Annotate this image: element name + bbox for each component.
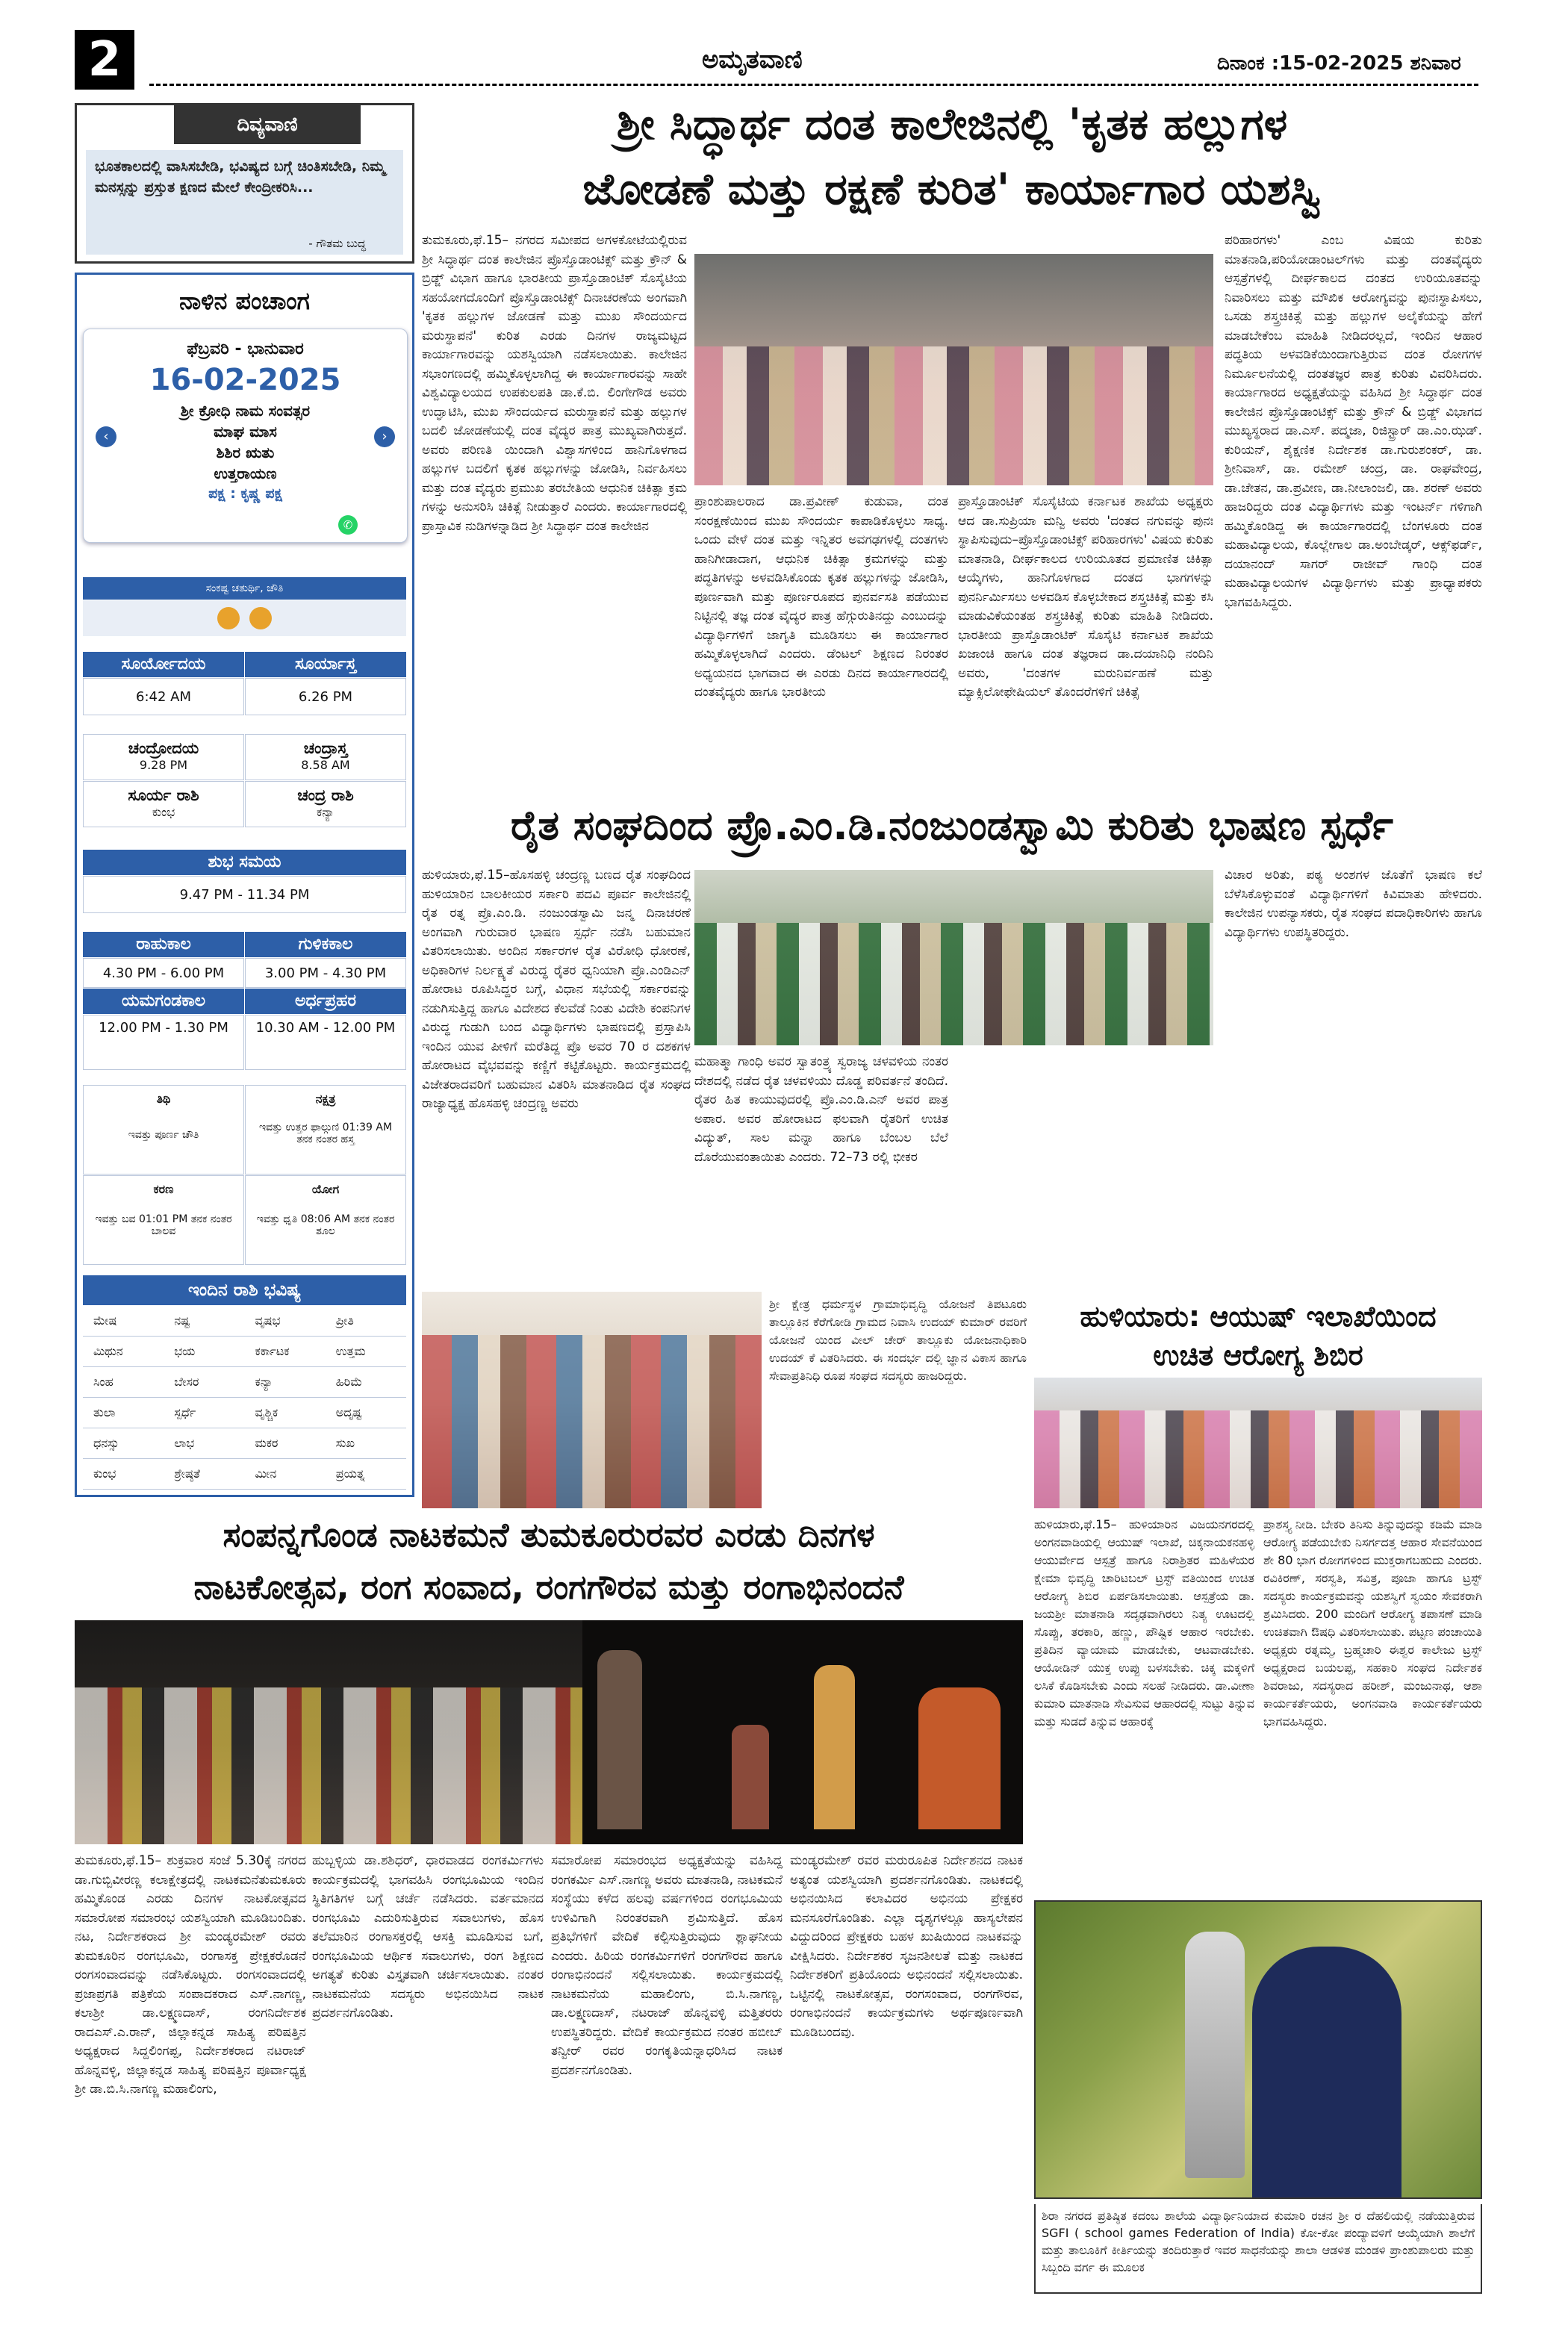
ganesha-icon — [217, 607, 240, 629]
rashi-sign: ವೃಶ್ಚಿಕ — [255, 1405, 279, 1419]
panchanga-samvatsara: ಶ್ರೀ ಕ್ರೋಧಿ ನಾಮ ಸಂವತ್ಸರ — [180, 402, 311, 420]
stage-actor — [732, 1725, 769, 1829]
ceremony-people — [75, 1687, 582, 1844]
ardha-value: 10.30 AM - 12.00 PM — [245, 1015, 406, 1070]
rashi-forecast: ಭಯ — [174, 1344, 196, 1358]
stage-actor — [597, 1650, 642, 1829]
ganesha-icon — [249, 607, 272, 629]
rashi-row — [83, 1306, 406, 1337]
rashi-sign: ಧನಸ್ಸು — [93, 1436, 119, 1450]
chandra-rashi-value: ಕನ್ಯಾ — [317, 805, 335, 819]
shubha-label: ಶುಭ ಸಮಯ — [83, 850, 406, 875]
article5-headline-2: ನಾಟಕೋತ್ಸವ, ರಂಗ ಸಂವಾದ, ರಂಗಗೌರವ ಮತ್ತು ರಂಗಾಭಿನಂದನೆ — [193, 1567, 904, 1607]
panchanga-paksha: ಪಕ್ಷ : ಕೃಷ್ಣ ಪಕ್ಷ — [208, 485, 282, 502]
article5-headline-1: ಸಂಪನ್ನಗೊಂಡ ನಾಟಕಮನೆ ತುಮಕೂರುರವರ ಎರಡು ದಿನಗಳ — [223, 1515, 875, 1555]
rashi-forecast: ಸ್ಪರ್ಧೆ — [174, 1405, 196, 1419]
moonrise-value: 9.28 PM — [139, 758, 188, 772]
student-figure — [1252, 1947, 1401, 2199]
divyavani-title: ದಿವ್ಯವಾಣಿ — [174, 105, 361, 144]
rashi-sign: ಮಿಥುನ — [93, 1344, 123, 1358]
karana-cell — [83, 1175, 244, 1265]
moonset-cell — [245, 734, 406, 780]
article4-col1: ಹುಳಿಯಾರು,ಫೆ.15– ಹುಳಿಯಾರಿನ ವಿಜಯನಗರದಲ್ಲಿ ಅಂಗನವಾಡಿಯಲ್ಲಿ ಆಯುಷ್ ಇಲಾಖೆ, ಚಿಕ್ಕನಾಯಕನಹಳ್ಳಿ ಆಯುರ್ವೇದ ಆಸ್ಪತ್ರೆ ಹಾಗೂ ನಿರಾಶ್ರಿತರ ಮಹಿಳೆಯರ ಕ್ಷೇಮಾ ಭಿವೃದ್ಧಿ ಚಾರಿಟಬಲ್ ಟ್ರಸ್ಟ್ ವತಿಯಿಂದ ಉಚಿತ ಆರೋಗ್ಯ ಶಿಬಿರ ಏರ್ಪಡಿಸಲಾಯಿತು. ಆಸ್ಪತ್ರೆಯ ಡಾ. ಜಯಶ್ರೀ ಮಾತನಾಡಿ ಸದೃಢವಾಗಿರಲು ನಿತ್ಯ ಊಟದಲ್ಲಿ ಸೊಪ್ಪು, ತರಕಾರಿ, ಹಣ್ಣು, ಪೌಷ್ಟಿಕ ಆಹಾರ ಇರಬೇಕು. ಪ್ರತಿದಿನ ವ್ಯಾಯಾಮ ಮಾಡಬೇಕು, ಆಟವಾಡಬೇಕು. ಆಯೋಡಿನ್ ಯುಕ್ತ ಉಪ್ಪು ಬಳಸಬೇಕು. ಚಿಕ್ಕ ಮಕ್ಕಳಿಗೆ ಲಸಿಕೆ ಕೊಡಿಸಬೇಕು ಎಂದು ಸಲಹೆ ನೀಡಿದರು. ಡಾ.ವೀಣಾ ಕುಮಾರಿ ಮಾತನಾಡಿ ಸೇವಿಸುವ ಆಹಾರದಲ್ಲಿ ಸುಟ್ಟು ತಿನ್ನುವ ಮತ್ತು ಸುಡದೆ ತಿನ್ನುವ ಆಹಾರಕ್ಕೆ — [1034, 1517, 1254, 1729]
moonrise-label: ಚಂದ್ರೋದಯ — [128, 739, 199, 757]
festival-row: ಸಂಕಷ್ಟ ಚತುರ್ಥಿ, ಚೌತಿ — [83, 577, 406, 600]
article5-col1: ತುಮಕೂರು,ಫೆ.15– ಶುಕ್ರವಾರ ಸಂಜೆ 5.30ಕ್ಕೆ ನಗರದ ಡಾ.ಗುಬ್ಬಿವೀರಣ್ಣ ಕಲಾಕ್ಷೇತ್ರದಲ್ಲಿ ನಾಟಕಮನೆತುಮಕೂರು ಹಮ್ಮಿಕೊಂಡ ಎರಡು ದಿನಗಳ ನಾಟಕೋತ್ಸವದ ಸಮಾರೋಪ ಸಮಾರಂಭ ಯಶಸ್ವಿಯಾಗಿ ಮೂಡಿಬಂದಿತು. ನಟ, ನಿರ್ದೇಶಕರಾದ ಶ್ರೀ ಮಂಡ್ಯರಮೇಶ್ ರವರು ತುಮಕೂರಿನ ರಂಗಭೂಮಿ, ರಂಗಾಸಕ್ತ ಪ್ರೇಕ್ಷಕರೊಡನೆ ರಂಗಸಂವಾದವನ್ನು ನಡೆಸಿಕೊಟ್ಟರು. ರಂಗಸಂವಾದದಲ್ಲಿ ಪ್ರಜಾಪ್ರಗತಿ ಪತ್ರಿಕೆಯ ಸಂಪಾದಕರಾದ ಎಸ್.ನಾಗಣ್ಣ, ಕಲಾಶ್ರೀ ಡಾ.ಲಕ್ಷ್ಮಣದಾಸ್, ರಂಗನಿರ್ದೇಶಕ ರಾದಎಸ್.ಎ.ರಾನ್, ಜಿಲ್ಲಾಕನ್ನಡ ಸಾಹಿತ್ಯ ಪರಿಷತ್ತಿನ ಅಧ್ಯಕ್ಷರಾದ ಸಿದ್ದಲಿಂಗಪ್ಪ, ನಿರ್ದೇಶಕರಾದ ನಟರಾಜ್ ಹೊನ್ನವಳ್ಳಿ, ಜಿಲ್ಲಾಕನ್ನಡ ಸಾಹಿತ್ಯ ಪರಿಷತ್ತಿನ ಪೂರ್ವಾಧ್ಯಕ್ಷ ಶ್ರೀ ಡಾ.ಬಿ.ಸಿ.ನಾಗಣ್ಣ ಮಹಾಲಿಂಗು, — [75, 1853, 306, 2097]
yama-label: ಯಮಗಂಡಕಾಲ — [83, 989, 244, 1014]
whatsapp-icon[interactable]: ✆ — [338, 515, 358, 535]
shubha-value: 9.47 PM - 11.34 PM — [83, 876, 406, 913]
rashi-forecast: ಶ್ರೇಷ್ಠತೆ — [174, 1466, 200, 1481]
moonset-label: ಚಂದ್ರಾಸ್ತ — [303, 739, 348, 757]
tithi-label: ತಿಥಿ — [156, 1092, 171, 1106]
divyavani-quote-panel — [86, 150, 403, 255]
divyavani-box — [75, 103, 414, 264]
surya-rashi-cell — [83, 781, 244, 827]
tithi-cell — [83, 1085, 244, 1175]
article3-caption: ಶ್ರೀ ಕ್ಷೇತ್ರ ಧರ್ಮಸ್ಥಳ ಗ್ರಾಮಾಭಿವೃದ್ಧಿ ಯೋಜನೆ ತಿಪಟೂರು ತಾಲ್ಲೂಕಿನ ಕೆರೆಗೋಡಿ ಗ್ರಾಮದ ನಿವಾಸಿ ಉದಯ್ ಕುಮಾರ್ ರವರಿಗೆ ಯೋಜನೆ ಯಿಂದ ವೀಲ್ ಚೇರ್ ತಾಲ್ಲೂಕು ಯೋಜನಾಧಿಕಾರಿ ಉದಯ್ ಕೆ ವಿತರಿಸಿದರು. ಈ ಸಂದರ್ಭ ದಲ್ಲಿ ಜ್ಞಾನ ವಿಕಾಸ ಹಾಗೂ ಸೇವಾಪ್ರತಿನಿಧಿ ರೂಪ ಸಂಘದ ಸದಸ್ಯರು ಹಾಜರಿದ್ದರು. — [769, 1297, 1027, 1383]
nakshatra-label: ನಕ್ಷತ್ರ — [315, 1092, 336, 1106]
article1-col1: ತುಮಕೂರು,ಫೆ.15– ನಗರದ ಸಮೀಪದ ಅಗಳಕೋಟೆಯಲ್ಲಿರುವ ಶ್ರೀ ಸಿದ್ಧಾರ್ಥ ದಂತ ಕಾಲೇಜಿನ ಪ್ರೊಸ್ತೊಡಾಂಟಿಕ್ಸ್ ಮತ್ತು ಕ್ರೌನ್ & ಬ್ರಿಡ್ಜ್ ವಿಭಾಗ ಹಾಗೂ ಭಾರತೀಯ ಪ್ರಾಸ್ತೊಡಾಂಟಿಕ್ ಸೊಸೈಟಿಯ ಸಹಯೋಗದೊಂದಿಗೆ ಪ್ರೊಸ್ತೊಡಾಂಟಿಕ್ಸ್ ದಿನಾಚರಣೆಯ ಅಂಗವಾಗಿ 'ಕೃತಕ ಹಲ್ಲುಗಳ ಜೋಡಣೆ ಮತ್ತು ಮುಖ ಸೌಂದರ್ಯದ ಮರುಸ್ಥಾಪನೆ' ಕುರಿತ ಎರಡು ದಿನಗಳ ರಾಜ್ಯಮಟ್ಟದ ಕಾರ್ಯಾಗಾರವನ್ನು ಯಶಸ್ವಿಯಾಗಿ ನಡೆಸಲಾಯಿತು. ಕಾಲೇಜಿನ ಸಭಾಂಗಣದಲ್ಲಿ ಹಮ್ಮಿಕೊಳ್ಳಲಾಗಿದ್ದ ಈ ಕಾರ್ಯಾಗಾರವನ್ನು ಸಾಹೇ ವಿಶ್ವವಿದ್ಯಾಲಯದ ಉಪಕುಲಪತಿ ಡಾ.ಕೆ.ಬಿ. ಲಿಂಗೇಗೌಡ ಅವರು ಉದ್ಘಾಟಿಸಿ, ಮುಖ ಸೌಂದರ್ಯದ ಮರುಸ್ಥಾಪನೆ ಮತ್ತು ಹಲ್ಲುಗಳ ಬದಲಿ ಜೋಡಣೆಯಲ್ಲಿ ದಂತ ವೈದ್ಯರ ಪಾತ್ರ ಮುಖ್ಯವಾಗಿರುತ್ತದೆ. ಅವರು ಪರಿಣತಿ ಯಿಂದಾಗಿ ವಿಶ್ವಾಸಗಳಿಂದ ಹಾನಿಗೊಳಗಾದ ಹಲ್ಲುಗಳ ಬದಲಿಗೆ ಕೃತಕ ಹಲ್ಲುಗಳನ್ನು ಜೋಡಿಸಿ, ನಿರ್ವಹಿಸಲು ಮತ್ತು ದಂತ ವೈದ್ಯರು ಪ್ರಮುಖ ತರಬೇತಿಯ ಆಧುನಿಕ ಚಿಕಿತ್ಸಾ ಕ್ರಮ ಗಳನ್ನು ಅನುಸರಿಸಿ ಚಿಕಿತ್ಸೆ ನೀಡುತ್ತಾರೆ ಎಂದರು. ಕಾರ್ಯಾಗಾರದಲ್ಲಿ ಪ್ರಾಸ್ತಾವಿಕ ನುಡಿಗಳನ್ನಾಡಿದ ಶ್ರೀ ಸಿದ್ಧಾರ್ಥ ದಂತ ಕಾಲೇಜಿನ — [422, 233, 687, 534]
article2-col2: ಮಹಾತ್ಮಾ ಗಾಂಧಿ ಅವರ ಸ್ವಾತಂತ್ರ್ಯ ಸ್ವರಾಜ್ಯ ಚಳವಳಿಯ ನಂತರ ದೇಶದಲ್ಲಿ ನಡೆದ ರೈತ ಚಳವಳಿಯು ದೊಡ್ಡ ಪರಿವರ್ತನೆ ತಂದಿದೆ. ರೈತರ ಹಿತ ಕಾಯುವುದರಲ್ಲಿ ಪ್ರೊ.ಎಂ.ಡಿ.ಎನ್ ಅವರ ಪಾತ್ರ ಅಪಾರ. ಅವರ ಹೋರಾಟದ ಫಲವಾಗಿ ರೈತರಿಗೆ ಉಚಿತ ವಿದ್ಯುತ್, ಸಾಲ ಮನ್ನಾ ಹಾಗೂ ಬೆಂಬಲ ಬೆಲೆ ದೊರೆಯುವಂತಾಯಿತು ಎಂದರು. 72–73 ರಲ್ಲಿ ಭೀಕರ — [694, 1054, 948, 1165]
wheelchair-photo-people — [422, 1335, 762, 1508]
article3-photo — [422, 1292, 762, 1508]
rashi-sign: ತುಲಾ — [93, 1405, 116, 1419]
gulika-value: 3.00 PM - 4.30 PM — [245, 958, 406, 988]
panchanga-masa: ಮಾಘ ಮಾಸ — [214, 423, 277, 441]
yoga-value: ಇವತ್ತು ಧೃತಿ 08:06 AM ತನಕ ನಂತರ ಶೂಲ — [256, 1213, 395, 1237]
panchanga-title: ನಾಳಿನ ಪಂಚಾಂಗ — [179, 287, 310, 315]
rashi-row — [83, 1398, 406, 1428]
panchanga-box — [75, 273, 414, 1497]
nakshatra-cell — [245, 1085, 406, 1175]
moonset-value: 8.58 AM — [301, 758, 350, 772]
sunset-value: 6.26 PM — [245, 678, 406, 715]
article4-headline-2: ಉಚಿತ ಆರೋಗ್ಯ ಶಿಬಿರ — [1153, 1339, 1363, 1372]
rashi-sign: ಕರ್ಕಾಟಕ — [255, 1344, 290, 1358]
rashi-forecast: ಹಿರಿಮೆ — [335, 1375, 363, 1389]
stage-actor — [918, 1687, 1001, 1829]
article2-photo — [694, 870, 1213, 1045]
article6-caption: ಶಿರಾ ನಗರದ ಪ್ರತಿಷ್ಠಿತ ಕದಂಬ ಶಾಲೆಯ ವಿದ್ಯಾರ್ಥಿನಿಯಾದ ಕುಮಾರಿ ರಚನ ಶ್ರೀ ರ ದೆಹಲಿಯಲ್ಲಿ ನಡೆಯುತ್ತಿರುವ SGFI ( school games Federation of India) ಕೋ-ಕೋ ಪಂದ್ಯಾವಳಿಗೆ ಆಯ್ಕೆಯಾಗಿ ಶಾಲೆಗೆ ಮತ್ತು ತಾಲೂಕಿಗೆ ಕೀರ್ತಿಯನ್ನು ತಂದಿರುತ್ತಾರೆ ಇವರ ಸಾಧನೆಯನ್ನು ಶಾಲಾ ಆಡಳಿತ ಮಂಡಳಿ ಪ್ರಾಂಶುಪಾಲರು ಮತ್ತು ಸಿಬ್ಬಂದಿ ವರ್ಗ ಈ ಮೂಲಕ — [1034, 2204, 1482, 2294]
sunset-label: ಸೂರ್ಯಾಸ್ತ — [245, 652, 406, 677]
article1-col3: ಪ್ರಾಸ್ತೊಡಾಂಟಿಕ್ ಸೊಸೈಟಿಯ ಕರ್ನಾಟಕ ಶಾಖೆಯ ಅಧ್ಯಕ್ಷರು ಆದ ಡಾ.ಸುಪ್ರಿಯಾ ಮನ್ವಿ ಅವರು 'ದಂತದ ನಗುವನ್ನು ಪುನಃ ಸ್ಥಾಪಿಸುವುದು–ಪ್ರೊಸ್ತೊಡಾಂಟಿಕ್ಸ್ ಪರಿಹಾರಗಳು' ವಿಷಯ ಕುರಿತು ಮಾತನಾಡಿ, ದೀರ್ಘಕಾಲದ ಉರಿಯೂತದ ಪ್ರಮಾಣಿತ ಚಿಕಿತ್ಸಾ ಆಯ್ಕೆಗಳು, ಹಾನಿಗೊಳಗಾದ ದಂತದ ಭಾಗಗಳನ್ನು ಪುನರ್ನಿರ್ಮಿಸಲು ಅಳವಡಿಸ ಕೊಳ್ಳಬೇಕಾದ ಶಸ್ತ್ರಚಿಕಿತ್ಸೆ ಮತ್ತು ಕಸಿ ಮಾಡುವಿಕೆಯಂತಹ ಶಸ್ತ್ರಚಿಕಿತ್ಸೆ ಕುರಿತು ಮಾಹಿತಿ ನೀಡಿದರು. ಭಾರತೀಯ ಪ್ರಾಸ್ತೊಡಾಂಟಿಕ್ ಸೊಸೈಟಿ ಕರ್ನಾಟಕ ಶಾಖೆಯ ಖಜಾಂಚಿ ಹಾಗೂ ದಂತ ತಜ್ಞರಾದ ಡಾ.ದಯಾನಿಧಿ ನಂದಿನಿ ಅವರು, 'ದಂತಗಳ ಮರುನಿರ್ವಹಣೆ ಮತ್ತು ಮ್ಯಾಕ್ಸಿಲೋಫೇಷಿಯಲ್ ತೊಂದರೆಗಳಿಗೆ ಚಿಕಿತ್ಸೆ — [958, 494, 1213, 700]
trophy-icon — [1185, 1932, 1245, 2178]
issue-date: ದಿನಾಂಕ :15-02-2025 ಶನಿವಾರ — [1217, 52, 1461, 75]
panchanga-day-line: ಫೆಬ್ರವರಿ - ಭಾನುವಾರ — [187, 340, 304, 358]
sunrise-value: 6:42 AM — [83, 678, 244, 715]
article6-photo — [1034, 1900, 1482, 2199]
sunrise-label: ಸೂರ್ಯೋದಯ — [83, 652, 244, 677]
article4-col2: ಪ್ರಾಶಸ್ತ್ಯ ನೀಡಿ. ಬೇಕರಿ ತಿನಿಸು ತಿನ್ನುವುದನ್ನು ಕಡಿಮೆ ಮಾಡಿ ಆರೋಗ್ಯ ಪಡೆಯಬೇಕು ನಿಸರ್ಗದತ್ತ ಆಹಾರ ಸೇವನೆಯಿಂದ ಶೇ 80 ಭಾಗ ರೋಗಗಳಿಂದ ಮುಕ್ತರಾಗಬಹುದು ಎಂದರು. ರವಿಕಿರಣ್, ಸರಸ್ವತಿ, ಸವಿತ್ರ, ಪೂಜಾ ಹಾಗೂ ಟ್ರಸ್ಟ್ ಸದಸ್ಯರು ಕಾರ್ಯಕ್ರಮವನ್ನು ಯಶಸ್ವಿಗೆ ಸ್ವಯಂ ಸೇವಕರಾಗಿ ಶ್ರಮಿಸಿದರು. 200 ಮಂದಿಗೆ ಆರೋಗ್ಯ ತಪಾಸಣೆ ಮಾಡಿ ಉಚಿತವಾಗಿ ಔಷಧಿ ವಿತರಿಸಲಾಯಿತು. ಪಟ್ಟಣ ಪಂಚಾಯಿತಿ ಅಧ್ಯಕ್ಷರು ರತ್ನಮ್ಮ, ಬ್ರಹ್ಮಚಾರಿ ಈಶ್ವರ ಕಾಲೇಜು ಟ್ರಸ್ಟ್ ಅಧ್ಯಕ್ಷರಾದ ಬಯಲಪ್ಪ, ಸಹಕಾರಿ ಸಂಘದ ನಿರ್ದೇಶಕ ಶಿವರಾಜು, ಸದಸ್ಯರಾದ ಹರೀಶ್, ಮಂಜುನಾಥ, ಆಶಾ ಕಾರ್ಯಕರ್ತೆಯರು, ಅಂಗನವಾಡಿ ಕಾರ್ಯಕರ್ತೆಯರು ಭಾಗವಹಿಸಿದ್ದರು. — [1263, 1517, 1482, 1729]
paper-name: ಅಮೃತವಾಣಿ — [702, 45, 803, 75]
panchanga-rutu: ಶಿಶಿರ ಋತು — [216, 444, 275, 461]
rashi-forecast: ಸುಖ — [335, 1436, 355, 1450]
rashi-sign: ಕನ್ಯಾ — [255, 1375, 273, 1389]
rashi-sign: ಕುಂಭ — [93, 1466, 116, 1481]
ardha-label: ಅರ್ಧಪ್ರಹರ — [245, 989, 406, 1014]
rashi-sign: ಮಕರ — [255, 1436, 279, 1450]
panchanga-card — [83, 329, 408, 543]
yama-value: 12.00 PM - 1.30 PM — [83, 1015, 244, 1070]
rashi-row — [83, 1459, 406, 1490]
rashi-sign: ವೃಷಭ — [255, 1313, 281, 1328]
panchanga-date: 16-02-2025 — [149, 363, 341, 397]
article5-col4: ಮಂಡ್ಯರಮೇಶ್ ರವರ ಮರುರೂಪಿತ ನಿರ್ದೇಶನದ ನಾಟಕ ಅತ್ಯಂತ ಯಶಸ್ವಿಯಾಗಿ ಪ್ರದರ್ಶನಗೊಂಡಿತು. ನಾಟಕದಲ್ಲಿ ಅಭಿನಯಿಸಿದ ಕಲಾವಿದರ ಅಭಿನಯ ಪ್ರೇಕ್ಷಕರ ಮನಸೂರೆಗೊಂಡಿತು. ಎಲ್ಲಾ ದೃಶ್ಯಗಳಲ್ಲೂ ಹಾಸ್ಯಲೇಪನ ವಿದ್ದುದರಿಂದ ಪ್ರೇಕ್ಷಕರು ಬಹಳ ಖುಷಿಯಿಂದ ನಾಟಕವನ್ನು ವೀಕ್ಷಿಸಿದರು. ನಿರ್ದೇಶಕರ ಸೃಜನಶೀಲತೆ ಮತ್ತು ನಾಟಕದ ನಿರ್ದೇಶಕರಿಗೆ ಪ್ರತಿಯೊಂದು ಅಭಿನಂದನೆ ಸಲ್ಲಿಸಲಾಯಿತು. ಒಟ್ಟಿನಲ್ಲಿ ನಾಟಕೋತ್ಸವ, ರಂಗಸಂವಾದ, ರಂಗಗೌರವ, ರಂಗಾಭಿನಂದನೆ ಕಾರ್ಯಕ್ರಮಗಳು ಅರ್ಥಪೂರ್ಣವಾಗಿ ಮೂಡಿಬಂದವು. — [790, 1853, 1023, 2040]
moonrise-cell — [83, 734, 244, 780]
rashi-forecast: ಉತ್ತಮ — [335, 1344, 366, 1358]
health-camp-people — [1034, 1410, 1482, 1508]
article5-col3: ಸಮಾರೋಪ ಸಮಾರಂಭದ ಅಧ್ಯಕ್ಷತೆಯನ್ನು ವಹಿಸಿದ್ದ ರಂಗಕರ್ಮಿ ಎಸ್.ನಾಗಣ್ಣ ಅವರು ಮಾತನಾಡಿ, ನಾಟಕಮನೆ ಸಂಸ್ಥೆಯು ಕಳೆದ ಹಲವು ವರ್ಷಗಳಿಂದ ರಂಗಭೂಮಿಯ ಉಳಿವಿಗಾಗಿ ನಿರಂತರವಾಗಿ ಶ್ರಮಿಸುತ್ತಿದೆ. ಹೊಸ ಪ್ರತಿಭೆಗಳಿಗೆ ವೇದಿಕೆ ಕಲ್ಪಿಸುತ್ತಿರುವುದು ಶ್ಲಾಘನೀಯ ಎಂದರು. ಹಿರಿಯ ರಂಗಕರ್ಮಿಗಳಿಗೆ ರಂಗಗೌರವ ಹಾಗೂ ರಂಗಾಭಿನಂದನೆ ಸಲ್ಲಿಸಲಾಯಿತು. ಕಾರ್ಯಕ್ರಮದಲ್ಲಿ ನಾಟಕಮನೆಯ ಮಹಾಲಿಂಗು, ಬಿ.ಸಿ.ನಾಗಣ್ಣ, ಡಾ.ಲಕ್ಷ್ಮಣದಾಸ್, ನಟರಾಜ್ ಹೊನ್ನವಳ್ಳಿ ಮತ್ತಿತರರು ಉಪಸ್ಥಿತರಿದ್ದರು. ವೇದಿಕೆ ಕಾರ್ಯಕ್ರಮದ ನಂತರ ಹಬೀಬ್ ತನ್ವೀರ್ ರವರ ರಂಗಕೃತಿಯನ್ನಾಧರಿಸಿದ ನಾಟಕ ಪ್ರದರ್ಶನಗೊಂಡಿತು. — [551, 1853, 783, 2078]
karana-value: ಇವತ್ತು ಬವ 01:01 PM ತನಕ ನಂತರ ಬಾಲವ — [95, 1213, 232, 1237]
article4-headline-1: ಹುಳಿಯಾರು: ಆಯುಷ್ ಇಲಾಖೆಯಿಂದ — [1080, 1300, 1437, 1333]
article1-headline-1: ಶ್ರೀ ಸಿದ್ಧಾರ್ಥ ದಂತ ಕಾಲೇಜಿನಲ್ಲಿ 'ಕೃತಕ ಹಲ್ಲುಗಳ — [616, 99, 1288, 149]
rashi-sign: ಸಿಂಹ — [93, 1375, 113, 1389]
deity-image — [83, 600, 406, 636]
header-rule — [149, 84, 1478, 86]
article1-photo — [694, 254, 1213, 485]
rashi-forecast: ಬೇಸರ — [174, 1375, 199, 1389]
article1-col2: ಪ್ರಾಂಶುಪಾಲರಾದ ಡಾ.ಪ್ರವೀಣ್ ಕುಡುವಾ, ದಂತ ಸಂರಕ್ಷಣೆಯಿಂದ ಮುಖ ಸೌಂದರ್ಯ ಕಾಪಾಡಿಕೊಳ್ಳಲು ಸಾಧ್ಯ. ಒಂದು ವೇಳೆ ದಂತ ಮತ್ತು ಇನ್ನಿತರ ಅವಗಢಗಳಲ್ಲಿ ದಂತಗಳು ಹಾನಿಗೀಡಾದಾಗ, ಆಧುನಿಕ ಚಿಕಿತ್ಸಾ ಕ್ರಮಗಳನ್ನು ಮತ್ತು ಪದ್ಧತಿಗಳನ್ನು ಅಳವಡಿಸಿಕೊಂಡು ಕೃತಕ ಹಲ್ಲುಗಳನ್ನು ಜೋಡಿಸಿ, ಪೂರ್ಣವಾಗಿ ಮತ್ತು ಪೂರ್ಣರೂಪದ ಪುನರ್ವಸತಿ ಪಡೆಯುವ ನಿಟ್ಟಿನಲ್ಲಿ ತಜ್ಞ ದಂತ ವೈದ್ಯರ ಪಾತ್ರ ಹೆಗ್ಗುರುತಿನದ್ದು ಎಂಬುದನ್ನು ವಿದ್ಯಾರ್ಥಿಗಳಿಗೆ ಜಾಗೃತಿ ಮೂಡಿಸಲು ಈ ಕಾರ್ಯಾಗಾರ ಹಮ್ಮಿಕೊಳ್ಳಲಾಗಿದೆ ಎಂದರು. ಡೆಂಟಲ್ ಶಿಕ್ಷಣದ ನಿರಂತರ ಅಧ್ಯಯನದ ಭಾಗವಾದ ಈ ಎರಡು ದಿನದ ಕಾರ್ಯಾಗಾರದಲ್ಲಿ ದಂತವೈದ್ಯರು ಹಾಗೂ ಭಾರತೀಯ — [694, 494, 948, 700]
prev-date-button[interactable]: ‹ — [96, 426, 116, 447]
article4-photo — [1034, 1378, 1482, 1508]
article1-col4: ಪರಿಹಾರಗಳು' ಎಂಬ ವಿಷಯ ಕುರಿತು ಮಾತನಾಡಿ,ಪರಿಯೋಡಾಂಟಲ್‌ಗಳು ಮತ್ತು ದಂತವೈದ್ಯರು ಆಸ್ಪತ್ರೆಗಳಲ್ಲಿ ದೀರ್ಘಕಾಲದ ದಂತದ ಉರಿಯೂತವನ್ನು ನಿವಾರಿಸಲು ಮತ್ತು ಮೌಖಿಕ ಆರೋಗ್ಯವನ್ನು ಪುನಃಸ್ಥಾಪಿಸಲು, ಒಸಡು ಶಸ್ತ್ರಚಿಕಿತ್ಸೆ ಮತ್ತು ಹಲ್ಲುಗಳ ಅಲೈಕೆಯನ್ನು ಹೇಗೆ ಮಾಡಬೇಕೆಂಬ ಮಾಹಿತಿ ನೀಡಿದರಲ್ಲದೆ, ಇಂದಿನ ಆಹಾರ ಪದ್ಧತಿಯ ಅಳವಡಿಕೆಯಿಂದಾಗುತ್ತಿರುವ ದಂತ ರೋಗಗಳ ನಿರ್ಮೂಲನೆಯಲ್ಲಿ ದಂತತಜ್ಞರ ಪಾತ್ರ ಕುರಿತು ವಿವರಿಸಿದರು. ಕಾರ್ಯಾಗಾರದ ಅಧ್ಯಕ್ಷತೆಯನ್ನು ವಹಿಸಿದ ಶ್ರೀ ಸಿದ್ಧಾರ್ಥ ದಂತ ಕಾಲೇಜಿನ ಪ್ರೊಸ್ತೊಡಾಂಟಿಕ್ಸ್ ಮತ್ತು ಕ್ರೌನ್ & ಬ್ರಿಡ್ಜ್ ವಿಭಾಗದ ಮುಖ್ಯಸ್ಥರಾದ ಡಾ.ಎಸ್. ಪದ್ಮಜಾ, ರಿಜಿಸ್ಟ್ರಾರ್ ಡಾ.ಎಂ.ಝಡ್. ಕುರಿಯನ್, ಶೈಕ್ಷಣಿಕ ನಿರ್ದೇಶಕ ಡಾ.ಗುರುಶಂಕರ್, ಡಾ. ಶ್ರೀನಿವಾಸ್, ಡಾ. ರಮೇಶ್ ಚಂದ್ರ, ಡಾ. ರಾಘವೇಂದ್ರ, ಡಾ.ಚೇತನ, ಡಾ.ಪ್ರವೀಣ, ಡಾ.ನೀಲಾಂಜಲಿ, ಡಾ. ಶರಣ್ ಅವರು ಹಾಜರಿದ್ದರು ದಂತ ವಿದ್ಯಾರ್ಥಿಗಳು ಮತ್ತು ಇಂಟರ್ನ್ ಗಳಿಗಾಗಿ ಹಮ್ಮಿಕೊಂಡಿದ್ದ ಈ ಕಾರ್ಯಾಗಾರದಲ್ಲಿ ಬೆಂಗಳೂರು ದಂತ ಮಹಾವಿದ್ಯಾಲಯ, ಕೊಲ್ಲೇಗಾಲ ಡಾ.ಅಂಬೇಡ್ಕರ್, ಆಕ್ಸ್‌ಫರ್ಡ್, ದಯಾನಂದ್ ಸಾಗರ್ ರಾಜೀವ್ ಗಾಂಧಿ ದಂತ ಮಹಾವಿದ್ಯಾಲಯಗಳ ವಿದ್ಯಾರ್ಥಿಗಳು ಮತ್ತು ಪ್ರಾಧ್ಯಾಪಕರು ಭಾಗವಹಿಸಿದ್ದರು. — [1225, 233, 1482, 610]
rashi-sign: ಮೇಷ — [93, 1313, 117, 1328]
divyavani-author: - ಗೌತಮ ಬುದ್ಧ — [308, 237, 366, 250]
rahu-value: 4.30 PM - 6.00 PM — [83, 958, 244, 988]
article2-col3: ವಿಚಾರ ಅರಿತು, ಪಠ್ಯ ಅಂಶಗಳ ಜೊತೆಗೆ ಭಾಷಣ ಕಲೆ ಬೆಳೆಸಿಕೊಳ್ಳುವಂತೆ ವಿದ್ಯಾರ್ಥಿಗಳಿಗೆ ಕಿವಿಮಾತು ಹೇಳಿದರು. ಕಾಲೇಜಿನ ಉಪನ್ಯಾಸಕರು, ರೈತ ಸಂಘದ ಪದಾಧಿಕಾರಿಗಳು ಹಾಗೂ ವಿದ್ಯಾರ್ಥಿಗಳು ಉಪಸ್ಥಿತರಿದ್ದರು. — [1225, 868, 1482, 940]
rashi-row — [83, 1428, 406, 1459]
article2-col1: ಹುಳಿಯಾರು,ಫೆ.15–ಹೊಸಹಳ್ಳಿ ಚಂದ್ರಣ್ಣ ಬಣದ ರೈತ ಸಂಘದಿಂದ ಹುಳಿಯಾರಿನ ಬಾಲಕೀಯರ ಸರ್ಕಾರಿ ಪದವಿ ಪೂರ್ವ ಕಾಲೇಜಿನಲ್ಲಿ ರೈತ ರತ್ನ ಪ್ರೊ.ಎಂ.ಡಿ. ನಂಜುಂಡಸ್ವಾಮಿ ಜನ್ಮ ದಿನಾಚರಣೆ ಅಂಗವಾಗಿ ಗುರುವಾರ ಭಾಷಣ ಸ್ಪರ್ಧೆ ನಡೆಸಿ ಬಹುಮಾನ ವಿತರಿಸಲಾಯಿತು. ಅಂದಿನ ಸರ್ಕಾರಗಳ ರೈತ ವಿರೋಧಿ ಧೋರಣೆ, ಅಧಿಕಾರಿಗಳ ನಿರ್ಲಕ್ಷ್ಯತೆ ವಿರುದ್ಧ ರೈತರ ಧ್ವನಿಯಾಗಿ ಪ್ರೊ.ಎಂಡಿಎನ್ ಹೋರಾಟ ರೂಪಿಸಿದ್ದರ ಬಗ್ಗೆ, ವಿಧಾನ ಸಭೆಯಲ್ಲಿ ಸರ್ಕಾರವನ್ನು ನಡುಗಿಸುತ್ತಿದ್ದ ಹಾಗೂ ವಿದೇಶದ ಕೆಲವೆಡೆ ನಿಂತು ವಿದೇಶಿ ಕಂಪನಿಗಳ ವಿರುದ್ಧ ಗುಡುಗಿ ಬಂದ ವಿದ್ಯಾರ್ಥಿಗಳು ಭಾಷಣದಲ್ಲಿ ಪ್ರಸ್ತಾಪಿಸಿ ಇಂದಿನ ಯುವ ಪೀಳಿಗೆ ಮರೆತಿದ್ದ ಪ್ರೊ ಅವರ 70 ರ ದಶಕಗಳ ಹೋರಾಟದ ವೈಭವವನ್ನು ಕಣ್ಣಿಗೆ ಕಟ್ಟಿಕೊಟ್ಟರು. ಕಾರ್ಯಕ್ರಮದಲ್ಲಿ ವಿಜೇತರಾದವರಿಗೆ ಬಹುಮಾನ ವಿತರಿಸಿ ಮಾತನಾಡಿದ ರೈತ ಸಂಘದ ರಾಜ್ಯಾಧ್ಯಕ್ಷ ಹೊಸಹಳ್ಳಿ ಚಂದ್ರಣ್ಣ ಅವರು — [422, 868, 691, 1111]
yoga-label: ಯೋಗ — [311, 1182, 340, 1196]
chandra-rashi-label: ಚಂದ್ರ ರಾಶಿ — [297, 786, 354, 804]
rashi-row — [83, 1367, 406, 1398]
rashi-forecast: ನಷ್ಟ — [174, 1313, 190, 1328]
students-photo — [694, 923, 1213, 1046]
surya-rashi-value: ಕುಂಭ — [152, 805, 175, 819]
divyavani-quote: ಭೂತಕಾಲದಲ್ಲಿ ವಾಸಿಸಬೇಡಿ, ಭವಿಷ್ಯದ ಬಗ್ಗೆ ಚಿಂತಿಸಬೇಡಿ, ನಿಮ್ಮ ಮನಸ್ಸನ್ನು ಪ್ರಸ್ತುತ ಕ್ಷಣದ ಮೇಲೆ ಕೇಂದ್ರೀಕರಿಸಿ... — [95, 158, 385, 196]
article2-headline: ರೈತ ಸಂಘದಿಂದ ಪ್ರೊ.ಎಂ.ಡಿ.ನಂಜುಂಡಸ್ವಾಮಿ ಕುರಿತು ಭಾಷಣ ಸ್ಪರ್ಧೆ — [511, 802, 1393, 849]
nakshatra-value: ಇವತ್ತು ಉತ್ತರ ಫಾಲ್ಗುಣಿ 01:39 AM ತನಕ ನಂತರ ಹಸ್ತ — [258, 1121, 393, 1145]
yoga-cell — [245, 1175, 406, 1265]
rashi-forecast: ಪ್ರಯತ್ನ — [335, 1466, 365, 1481]
rashi-forecast: ಪ್ರೀತಿ — [335, 1313, 354, 1328]
rashi-forecast: ಲಾಭ — [174, 1436, 195, 1450]
karana-label: ಕರಣ — [153, 1182, 174, 1196]
next-date-button[interactable]: › — [374, 426, 395, 447]
gulika-label: ಗುಳಿಕಕಾಲ — [245, 932, 406, 957]
rashi-sign: ಮೀನ — [255, 1466, 277, 1481]
surya-rashi-label: ಸೂರ್ಯ ರಾಶಿ — [128, 786, 199, 804]
page-number: 2 — [75, 30, 134, 90]
tithi-value: ಇವತ್ತು ಪೂರ್ಣ ಚೌತಿ — [128, 1129, 199, 1141]
article5-photo-ceremony — [75, 1620, 582, 1844]
stage-actor — [814, 1665, 855, 1829]
rashi-title: ಇಂದಿನ ರಾಶಿ ಭವಿಷ್ಯ — [83, 1275, 406, 1305]
rahu-label: ರಾಹುಕಾಲ — [83, 932, 244, 957]
rashi-row — [83, 1337, 406, 1367]
article5-photo-stage — [582, 1620, 1023, 1844]
chandra-rashi-cell — [245, 781, 406, 827]
rashi-table — [83, 1306, 406, 1490]
panchanga-ayana: ಉತ್ತರಾಯಣ — [214, 464, 277, 482]
rashi-forecast: ಅದೃಷ್ಟ — [335, 1405, 362, 1419]
article1-headline-2: ಜೋಡಣೆ ಮತ್ತು ರಕ್ಷಣೆ ಕುರಿತ' ಕಾರ್ಯಾಗಾರ ಯಶಸ್ವಿ — [582, 164, 1322, 214]
group-photo-people — [694, 346, 1213, 485]
article5-col2: ಹುಬ್ಬಳ್ಳಿಯ ಡಾ.ಶಶಿಧರ್, ಧಾರವಾಡದ ರಂಗಕರ್ಮಿಗಳು ಕಾರ್ಯಕ್ರಮದಲ್ಲಿ ಭಾಗವಹಿಸಿ ರಂಗಭೂಮಿಯ ಇಂದಿನ ಸ್ಥಿತಿಗತಿಗಳ ಬಗ್ಗೆ ಚರ್ಚೆ ನಡೆಸಿದರು. ವರ್ತಮಾನದ ರಂಗಭೂಮಿ ಎದುರಿಸುತ್ತಿರುವ ಸವಾಲುಗಳು, ಹೊಸ ತಲೆಮಾರಿನ ರಂಗಾಸಕ್ತರಲ್ಲಿ ಆಸಕ್ತಿ ಮೂಡಿಸುವ ಬಗೆ, ರಂಗಭೂಮಿಯ ಆರ್ಥಿಕ ಸವಾಲುಗಳು, ರಂಗ ಶಿಕ್ಷಣದ ಅಗತ್ಯತೆ ಕುರಿತು ವಿಸ್ತೃತವಾಗಿ ಚರ್ಚಿಸಲಾಯಿತು. ನಂತರ ನಾಟಕಮನೆಯ ಸದಸ್ಯರು ಅಭಿನಯಿಸಿದ ನಾಟಕ ಪ್ರದರ್ಶನಗೊಂಡಿತು. — [312, 1853, 544, 2020]
